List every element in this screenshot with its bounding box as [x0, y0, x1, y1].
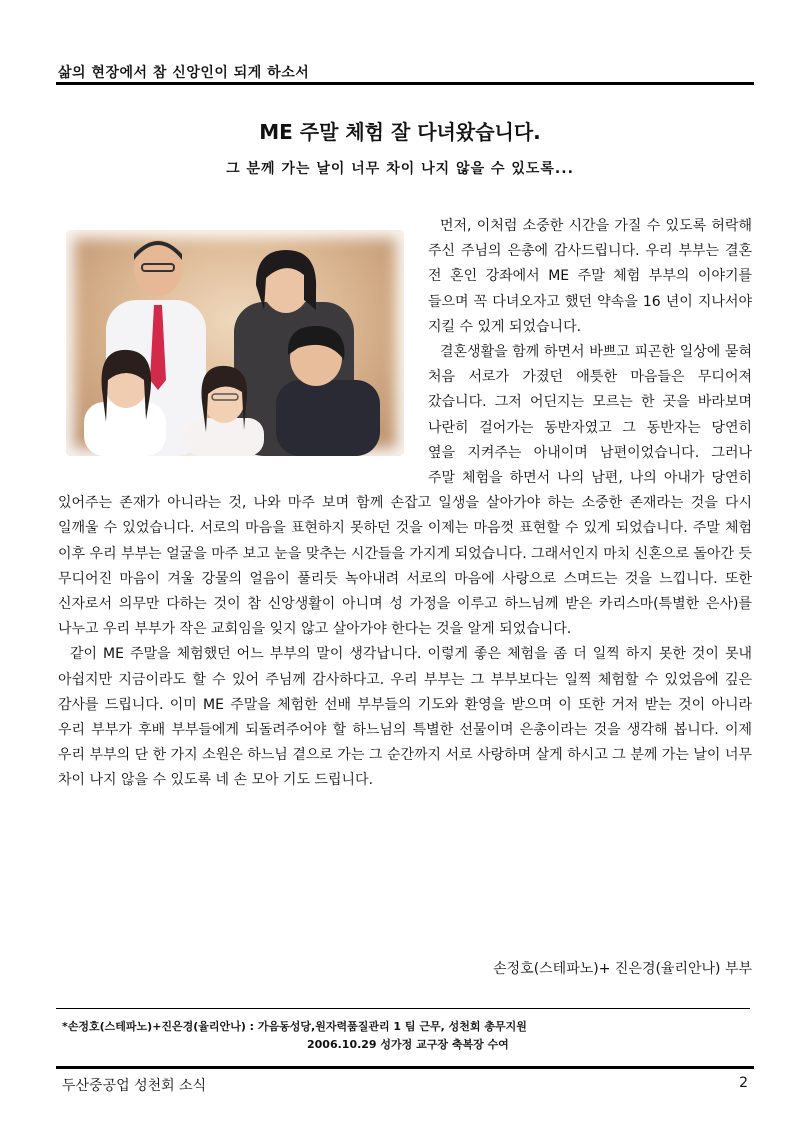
author-footnote: [62, 1018, 527, 1054]
paragraph-2: 결혼생활을 함께 하면서 바쁘고 피곤한 일상에 묻혀 처음 서로가 가졌던 애틋한 마음들은 무디어져 갔습니다. 그저 어딘지는 모르는 한 곳을 바라보며 나란히 걸어가는 동반자였고 그 동반자는 당연히 옆을 지켜주는 아내이며 남편이었습니다. 그러나 주말 체험을 하면서 나의 남편, 나의 아내가 당연히 있어주는 존재가 아니라는 것, 나와 마주 보며 함께 손잡고 일생을 살아가야 하는 소중한 존재라는 것을 다시 일깨울 수 있었습니다. 서로의 마음을 표현하지 못하던 것을 이제는 마음껏 표현할 수 있게 되었습니다. 주말 체험 이후 우리 부부는 얼굴을 마주 보고 눈을 맞추는 시간들을 가지게 되었습니다. 그래서인지 마치 신혼으로 돌아간 듯 무디어진 마음이 겨울 강물의 얼음이 풀리듯 녹아내려 서로의 마음에 사랑으로 스며드는 것을 느낍니다. 또한 신자로서 의무만 다하는 것이 참 신앙생활이 아니며 성 가정을 이루고 하느님께 받은 카리스마(특별한 은사)를 나누고 우리 부부가 작은 교회임을 잊지 않고 살아가야 한다는 것을 알게 되었습니다.: [58, 344, 752, 638]
page-number: 2: [739, 1075, 748, 1091]
footnote-divider: [56, 1008, 750, 1009]
paragraph-3: 같이 ME 주말을 체험했던 어느 부부의 말이 생각납니다. 이렇게 좋은 체험을 좀 더 일찍 하지 못한 것이 못내 아쉽지만 지금이라도 할 수 있어 주님께 감사하다고. 우리 부부는 그 부부보다는 일찍 체험할 수 있었음에 깊은 감사를 드립니다. 이미 ME 주말을 체험한 선배 부부들의 기도와 환영을 받으며 이 또한 거저 받는 것이 아니라 우리 부부가 후배 부부들에게 되돌려주어야 할 하느님의 특별한 선물이며 은총이라는 것을 생각해 봅니다. 이제 우리 부부의 단 한 가지 소원은 하느님 곁으로 가는 그 순간까지 서로 사랑하며 살게 하시고 그 분께 가는 날이 너무 차이 나지 않을 수 있도록 네 손 모아 기도 드립니다.: [58, 646, 752, 789]
header-title: 삶의 현장에서 참 신앙인이 되게 하소서: [58, 65, 310, 81]
article-title: ME 주말 체험 잘 다녀왔습니다.: [259, 120, 541, 144]
paragraph-1: 먼저, 이처럼 소중한 시간을 가질 수 있도록 허락해 주신 주님의 은총에 감사드립니다. 우리 부부는 결혼 전 혼인 강좌에서 ME 주말 체험 부부의 이야기를 들으며 꼭 다녀오자고 했던 약속을 16 년이 지나서야 지킬 수 있게 되었습니다.: [428, 218, 752, 335]
photo-spacer: [58, 214, 428, 467]
footer-publication: 두산중공업 성천회 소식: [62, 1078, 207, 1094]
footnote-line-2: 2006.10.29 성가정 교구장 축복장 수여: [307, 1038, 509, 1051]
footer-divider: [56, 1066, 754, 1069]
article-body: [58, 214, 752, 794]
header-divider: [56, 82, 754, 85]
author-signature: 손정호(스테파노)+ 진은경(율리안나) 부부: [493, 961, 752, 977]
article-subtitle: 그 분께 가는 날이 너무 차이 나지 않을 수 있도록...: [226, 161, 574, 177]
footnote-line-1: *손정호(스테파노)+진은경(율리안나) : 가음동성당,원자력품질관리 1 팀 근무, 성천회 총무지원: [62, 1020, 527, 1033]
